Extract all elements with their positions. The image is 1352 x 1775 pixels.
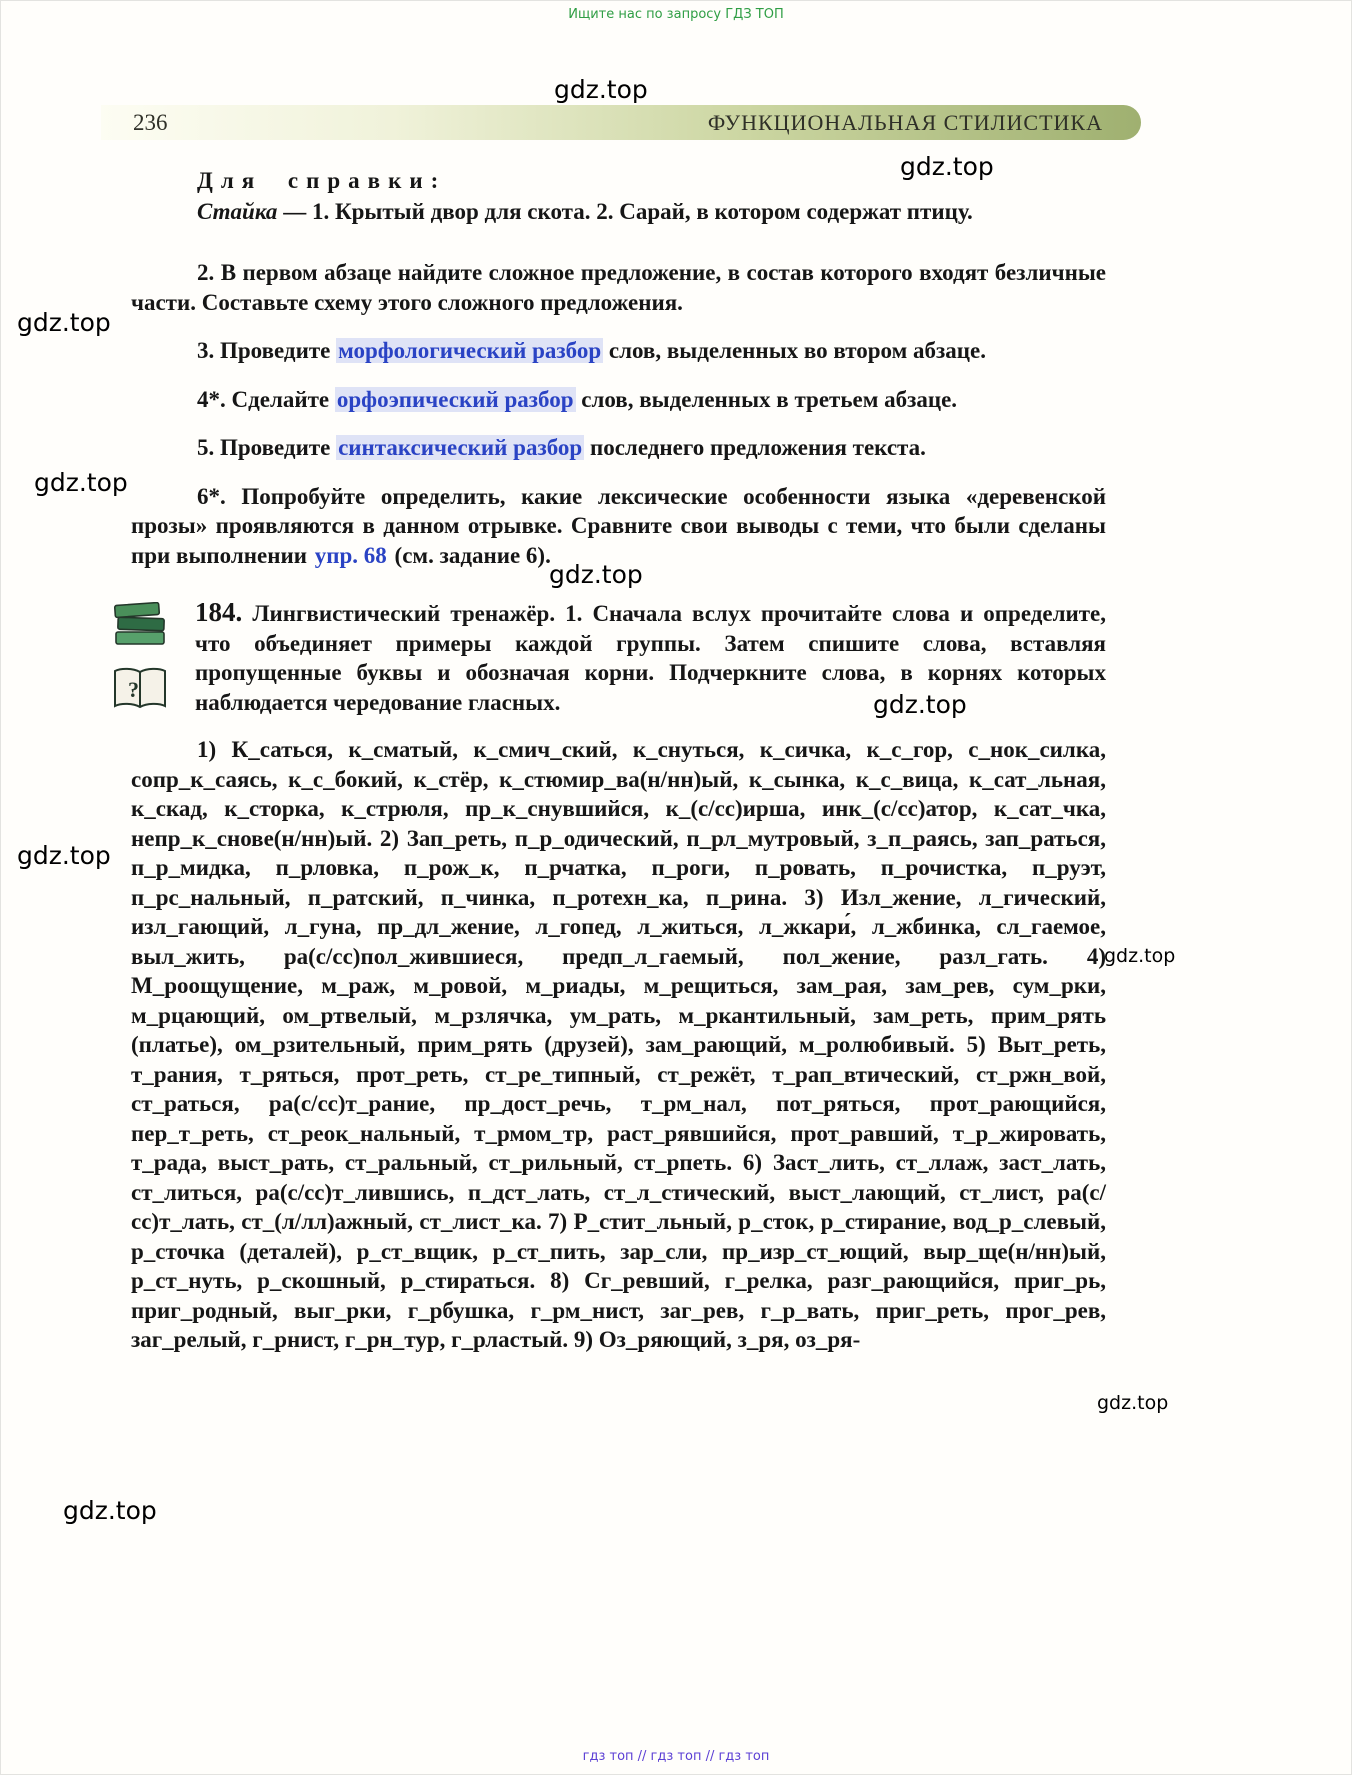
page-number: 236 bbox=[133, 109, 168, 135]
task-item: 5. Проведите синтаксический разбор последнего предложения текста. bbox=[197, 435, 926, 460]
page-content bbox=[128, 166, 1107, 1355]
reference-label: Для справки: bbox=[197, 168, 447, 193]
open-book-question-icon bbox=[111, 666, 195, 720]
watermark: gdz.top bbox=[554, 75, 648, 104]
task-link[interactable]: орфоэпический разбор bbox=[336, 386, 574, 412]
exercise-instructions: 1. Сначала вслух прочитайте слова и определите, что объединяет примеры каждой группы. Затем спишите слова, вставляя пропущенные буквы и обозначая корни. Подчеркните слова, в корнях которых наблюдается чередование гласных. bbox=[195, 601, 1107, 715]
watermark: gdz.top bbox=[34, 468, 128, 497]
footer-links[interactable]: гдз топ // гдз топ // гдз топ bbox=[582, 1749, 770, 1764]
watermark: gdz.top bbox=[900, 152, 994, 181]
reference-entry bbox=[197, 197, 1106, 227]
task-link[interactable]: морфологический разбор bbox=[338, 338, 602, 363]
reference-body: — 1. Крытый двор для скота. 2. Сарай, в котором содержат птицу. bbox=[277, 198, 973, 224]
task-item: 3. Проведите морфологический разбор слов, выделенных во втором абзаце. bbox=[197, 338, 986, 363]
chapter-title: ФУНКЦИОНАЛЬНАЯ СТИЛИСТИКА bbox=[707, 109, 1103, 135]
exercise-intro bbox=[195, 598, 1106, 719]
svg-text:?: ? bbox=[128, 676, 139, 702]
watermark: gdz.top bbox=[17, 841, 111, 870]
watermark: gdz.top bbox=[873, 690, 967, 719]
task-item: 2. В первом абзаце найдите сложное предложение, в состав которого входят безличные части. Составьте схему этого сложного предложения. bbox=[131, 260, 1106, 315]
word-groups-paragraph: 1) К_саться, к_сматый, к_смич_ский, к_снуться, к_сичка, к_с_гор, с_нок_силка, сопр_к_саясь, к_с_бокий, к_стёр, к_стюмир_ва(н/нн)ый, к_сынка, к_с_вица, к_сат_льная, к_скад, к_сторка, к_стрюля, пр_к_снувшийся, к_(с/сс)ирша, инк_(с/сс)атор, к_сат_чка, непр_к_снове(н/нн)ый. 2) Зап_реть, п_р_одический, п_рл_мутровый, з_п_раясь, зап_раться, п_р_мидка, п_рловка, п_рож_к, п_рчатка, п_роги, п_ровать, п_рочистка, п_руэт, п_рс_нальный, п_ратский, п_чинка, п_ротехн_ка, п_рина. 3) Изл_жение, л_гический, изл_гающий, л_гуна, пр_дл_жение, л_гопед, л_житься, л_жкари́, л_жбинка, сл_гаемое, выл_жить, ра(с/сс)пол_жившиеся, предп_л_гаемый, пол_жение, разл_гать. 4) М_роощущение, м_раж, м_ровой, м_риады, м_рещиться, зам_рая, зам_рев, сум_рки, м_рцающий, ом_ртвелый, м_рзлячка, ум_рать, м_ркантильный, зам_реть, прим_рять (платье), ом_рзительный, прим_рять (друзей), зам_рающий, м_ролюбивый. 5) Выт_реть, т_рания, т_ряться, прот_реть, ст_ре_типный, ст_режёт, т_рап_втический, ст_ржн_вой, ст_раться, ра(с/сс)т_рание, пр_дост_речь, т_рм_нал, пот_ряться, прот_рающийся, пер_т_реть, ст_реок_нальный, т_рмом_тр, раст_рявшийся, прот_равший, т_р_жировать, т_рада, выст_рать, ст_ральный, ст_рильный, ст_рпеть. 6) Заст_лить, ст_ллаж, заст_лать, ст_литься, ра(с/сс)т_лившись, п_дст_лать, ст_л_стический, выст_лающий, ст_лист, ра(с/сс)т_лать, ст_(л/лл)ажный, ст_лист_ка. 7) Р_стит_льный, р_сток, р_стирание, вод_р_слевый, р_сточка (деталей), р_ст_вщик, р_ст_пить, зар_сли, пр_изр_ст_ющий, выр_ще(н/нн)ый, р_ст_нуть, р_скошный, р_стираться. 8) Сг_ревший, г_релка, разг_рающийся, приг_рь, приг_родный, выг_рки, г_рбушка, г_рм_нист, заг_рев, г_р_вать, приг_реть, прог_рев, заг_релый, г_рнист, г_рн_тур, г_рластый. 9) Оз_ряющий, з_ря, оз_ря- bbox=[131, 737, 1106, 1352]
watermark: gdz.top bbox=[549, 560, 643, 589]
exercise-number: 184. bbox=[195, 597, 243, 627]
exercise-icons bbox=[111, 598, 195, 719]
watermark: gdz.top bbox=[63, 1496, 157, 1525]
task-item: 4*. Сделайте орфоэпический разбор слов, выделенных в третьем абзаце. bbox=[197, 386, 958, 412]
reference-term: Стайка bbox=[197, 198, 278, 224]
task-item: 6*. Попробуйте определить, какие лексические особенности языка «деревенской прозы» проявляются в данном отрывке. Сравните свои выводы с теми, что были сделаны при выполнении упр. 68 (см. задание 6). bbox=[131, 483, 1106, 568]
watermark: gdz.top bbox=[1104, 945, 1176, 967]
watermark: gdz.top bbox=[1097, 1392, 1169, 1414]
task-list bbox=[131, 258, 1106, 570]
watermark: gdz.top bbox=[17, 308, 111, 337]
books-stack-icon bbox=[111, 602, 195, 656]
top-banner-link[interactable]: Ищите нас по запросу ГДЗ ТОП bbox=[568, 7, 784, 22]
exercise-title: Лингвистический тренажёр. bbox=[252, 601, 556, 626]
chapter-header bbox=[101, 105, 1141, 140]
task-link[interactable]: синтаксический разбор bbox=[338, 435, 583, 460]
task-link[interactable]: упр. 68 bbox=[314, 542, 387, 568]
